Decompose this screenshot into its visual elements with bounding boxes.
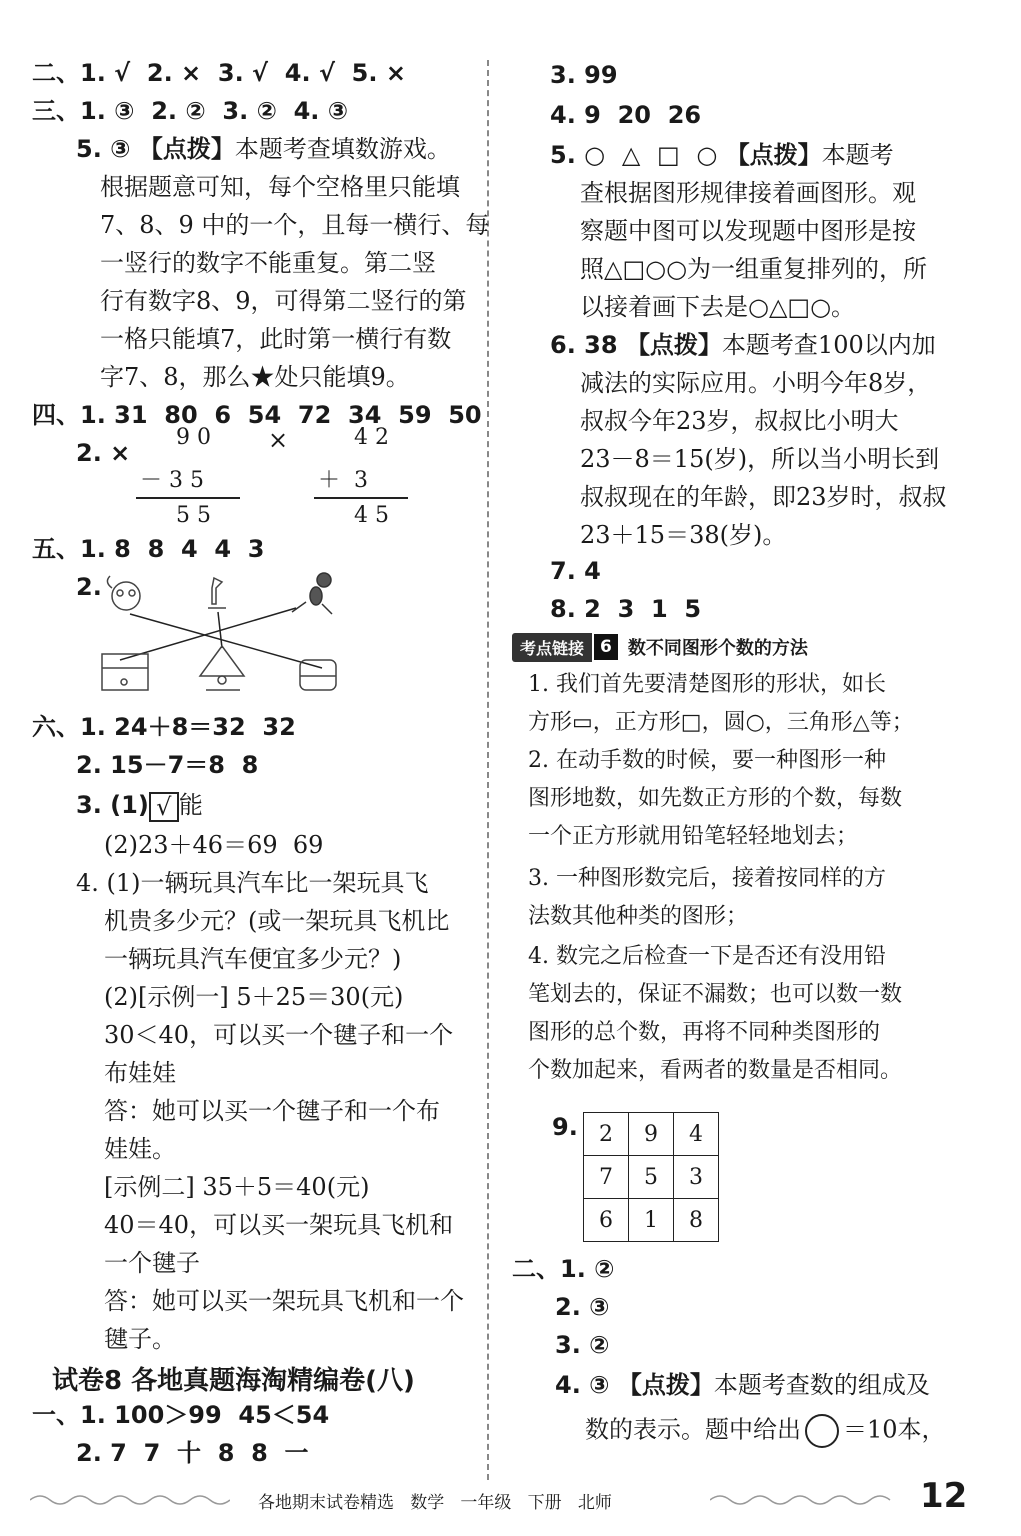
knowledge-line: 图形的总个数，再将不同种类图形的 — [528, 1020, 881, 1045]
knowledge-line: 1. 我们首先要清楚图形的形状，如长 — [528, 672, 886, 697]
p2q4-head: 4. ③ — [555, 1371, 618, 1399]
section-6-q2: 2. 15－7＝8 8 — [76, 751, 259, 779]
section-4-q1: 四、1. 31 80 6 54 72 34 59 50 — [32, 401, 482, 429]
r6-line: 23＋15＝38(岁)。 — [580, 521, 787, 549]
right-q6 — [550, 330, 936, 360]
q4-line: 40＝40，可以买一架玩具飞机和 — [104, 1211, 454, 1239]
vertical-calc-2 — [318, 425, 428, 535]
check-box: √ — [149, 792, 179, 822]
section-6-q3 — [76, 790, 203, 822]
grid-cell: 7 — [584, 1156, 629, 1199]
r6-head: 6. 38 — [550, 331, 626, 359]
section-6-q3-2: (2)23＋46＝69 69 — [104, 831, 324, 859]
r5-line: 照△□○○为一组重复排列的，所 — [580, 255, 928, 283]
calc-row: ＋ 3 — [318, 468, 368, 493]
calc-row: 4 2 — [354, 425, 389, 450]
p2q4-text-b: ＝10本， — [843, 1415, 946, 1444]
q4-line: 毽子。 — [104, 1325, 176, 1353]
badge-number: 6 — [594, 634, 618, 660]
q4-line: (2)[示例一] 5＋25＝30(元) — [104, 983, 404, 1011]
blank-circle — [805, 1414, 839, 1448]
badge-tag: 考点链接 — [512, 633, 592, 662]
grid-cell: 6 — [584, 1199, 629, 1242]
q5-text-line: 7、8、9 中的一个，且每一横行、每 — [100, 211, 490, 239]
part2-q3: 3. ② — [555, 1331, 610, 1359]
page-footer — [0, 1470, 1021, 1530]
section-6-q1: 六、1. 24＋8＝32 32 — [32, 713, 296, 741]
paper8-q2: 2. 7 7 十 8 8 一 — [76, 1439, 309, 1467]
grid-cell: 2 — [584, 1113, 629, 1156]
q5-text-line: 行有数字8、9，可得第二竖行的第 — [100, 287, 467, 315]
knowledge-link-badge — [512, 632, 808, 662]
knowledge-line: 法数其他种类的图形； — [528, 904, 749, 929]
r5-text: 本题考 — [821, 141, 894, 169]
knowledge-line: 3. 一种图形数完后，接着按同样的方 — [528, 866, 886, 891]
calc-line — [136, 497, 240, 499]
calc-result: 4 5 — [354, 503, 389, 528]
knowledge-line: 4. 数完之后检查一下是否还有没用铅 — [528, 944, 886, 969]
paper-title: 试卷8 各地真题海淘精编卷(八) — [52, 1366, 415, 1396]
match-line — [120, 608, 296, 660]
page-number: 12 — [920, 1476, 968, 1516]
grid-cell: 3 — [674, 1156, 719, 1199]
part2-q4-line — [585, 1414, 946, 1448]
grid-cell: 4 — [674, 1113, 719, 1156]
q4-line: 答：她可以买一个毽子和一个布 — [104, 1097, 440, 1125]
knowledge-line: 一个正方形就用铅笔轻轻地划去； — [528, 824, 859, 849]
section-3-answers: 三、1. ③ 2. ② 3. ② 4. ③ — [32, 97, 349, 125]
knowledge-line: 方形▭，正方形□，圆○，三角形△等； — [528, 710, 914, 735]
home-icon — [102, 654, 148, 690]
q4-text: 4. (1)一辆玩具汽车比一架玩具飞 — [76, 869, 429, 897]
q5-head: 5. ③ — [76, 135, 139, 163]
section-2-answers: 二、1. √ 2. × 3. √ 4. √ 5. × — [32, 59, 406, 87]
badge-title: 数不同图形个数的方法 — [627, 638, 808, 659]
knowledge-line: 个数加起来，看两者的数量是否相同。 — [528, 1058, 903, 1083]
q4-line: 一个毽子 — [104, 1249, 200, 1277]
grid-row — [584, 1156, 719, 1199]
part2-q2: 2. ③ — [555, 1293, 610, 1321]
right-q5 — [550, 140, 894, 170]
grid-row — [584, 1199, 719, 1242]
number-grid — [583, 1112, 719, 1242]
knowledge-line: 图形地数，如先数正方形的个数，每数 — [528, 786, 903, 811]
r6-tip: 【点拨】 — [625, 331, 722, 359]
section-5-q1: 五、1. 8 8 4 4 3 — [32, 535, 265, 563]
vertical-calc-1 — [140, 425, 250, 535]
grid-cell: 1 — [629, 1199, 674, 1242]
q3-head: 3. (1) — [76, 791, 149, 819]
grid-row — [584, 1113, 719, 1156]
r6-line: 叔叔现在的年龄，即23岁时，叔叔 — [580, 483, 947, 511]
part2-q4 — [555, 1370, 930, 1400]
hole-icon — [300, 660, 336, 690]
q4-line: 娃娃。 — [104, 1135, 176, 1163]
grid-cell: 9 — [629, 1113, 674, 1156]
section-6-q4 — [76, 868, 429, 898]
knowledge-line: 笔划去的，保证不漏数；也可以数一数 — [528, 982, 903, 1007]
part2-q1: 二、1. ② — [512, 1255, 615, 1283]
paper8-q1: 一、1. 100＞99 45＜54 — [32, 1401, 330, 1429]
calc-row: － 3 5 — [140, 468, 204, 493]
p2q4-text-a: 数的表示。题中给出 — [585, 1415, 801, 1444]
r5-tip: 【点拨】 — [725, 141, 822, 169]
right-q8: 8. 2 3 1 5 — [550, 595, 702, 623]
matching-diagram — [96, 568, 346, 698]
column-divider — [487, 60, 489, 1480]
p2q4-tip: 【点拨】 — [617, 1371, 714, 1399]
tree-icon — [200, 646, 244, 690]
grid-cell: 8 — [674, 1199, 719, 1242]
footer-wave-right — [710, 1490, 900, 1510]
section-5-q2: 2. — [76, 573, 102, 601]
r5-line: 察题中图可以发现题中图形是按 — [580, 217, 916, 245]
r6-line: 减法的实际应用。小明今年8岁， — [580, 369, 932, 397]
knowledge-line: 2. 在动手数的时候，要一种图形一种 — [528, 748, 886, 773]
q4-line: 答：她可以买一架玩具飞机和一个 — [104, 1287, 464, 1315]
r6-line: 叔叔今年23岁，叔叔比小明大 — [580, 407, 899, 435]
q4-line: 机贵多少元？(或一架玩具飞机比 — [104, 907, 450, 935]
grid-cell: 5 — [629, 1156, 674, 1199]
r5-head: 5. ○ △ □ ○ — [550, 141, 726, 169]
q4-line: 一辆玩具汽车便宜多少元？) — [104, 945, 402, 973]
calc-mark: × — [268, 426, 289, 454]
q5-text: 本题考查填数游戏。 — [234, 135, 451, 163]
right-q7: 7. 4 — [550, 557, 601, 585]
calc-row: 9 0 — [176, 425, 211, 450]
q5-line — [76, 134, 451, 164]
animal-icon — [107, 576, 140, 610]
bird-icon — [208, 578, 226, 608]
r5-line: 查根据图形规律接着画图形。观 — [580, 179, 916, 207]
q4-line: 布娃娃 — [104, 1059, 176, 1087]
q3-answer: 能 — [178, 791, 203, 819]
ant-icon — [292, 573, 332, 614]
r6-text: 本题考查100以内加 — [721, 331, 936, 359]
q5-text-line: 一竖行的数字不能重复。第二竖 — [100, 249, 436, 277]
q5-text-line: 字7、8，那么★处只能填9。 — [100, 363, 410, 391]
q4-line: [示例二] 35＋5＝40(元) — [104, 1173, 370, 1201]
match-line — [130, 614, 322, 668]
r6-line: 23－8＝15(岁)，所以当小明长到 — [580, 445, 940, 473]
q5-text-line: 根据题意可知，每个空格里只能填 — [100, 173, 460, 201]
right-q3: 3. 99 — [550, 61, 618, 89]
right-q9: 9. — [552, 1113, 578, 1141]
section-4-q2: 2. × — [76, 439, 131, 467]
q5-tip: 【点拨】 — [138, 135, 235, 163]
footer-wave-left — [30, 1490, 230, 1510]
p2q4-text: 本题考查数的组成及 — [713, 1371, 930, 1399]
q4-line: 30＜40，可以买一个毽子和一个 — [104, 1021, 454, 1049]
right-q4: 4. 9 20 26 — [550, 101, 702, 129]
q5-text-line: 一格只能填7，此时第一横行有数 — [100, 325, 452, 353]
r5-line: 以接着画下去是○△□○。 — [580, 293, 856, 321]
footer-text: 各地期末试卷精选 数学 一年级 下册 北师 — [258, 1493, 612, 1513]
calc-result: 5 5 — [176, 503, 211, 528]
calc-line — [314, 497, 408, 499]
